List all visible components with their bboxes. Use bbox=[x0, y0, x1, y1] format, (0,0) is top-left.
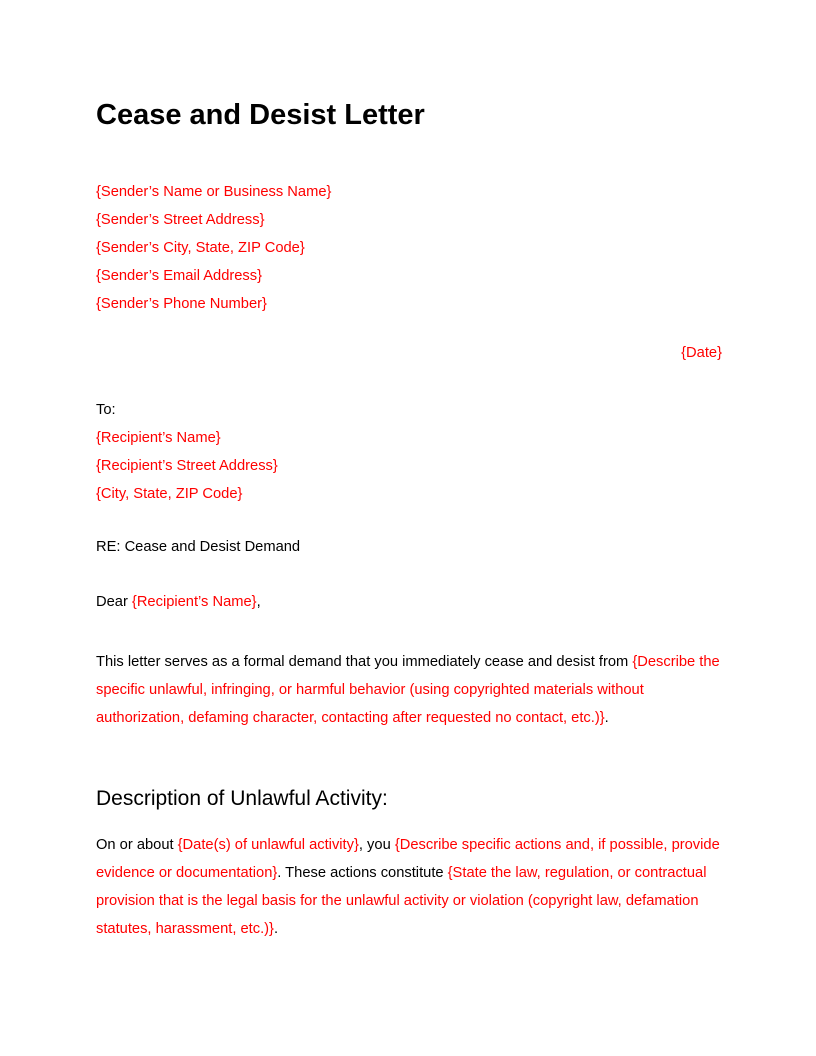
activity-text-3: . These actions constitute bbox=[277, 865, 448, 881]
activity-paragraph-period: . bbox=[273, 921, 279, 937]
sender-city-state-zip-placeholder: {Sender’s City, State, ZIP Code} bbox=[96, 240, 305, 256]
salutation-prefix: Dear bbox=[96, 594, 132, 610]
subject-line: RE: Cease and Desist Demand bbox=[96, 539, 301, 555]
document-title: Cease and Desist Letter bbox=[96, 99, 425, 131]
salutation-suffix: , bbox=[256, 594, 261, 610]
sender-address-block bbox=[96, 178, 722, 318]
behavior-description-placeholder: {Describe the specific unlawful, infringing, or harmful behavior (using copyrighted materials without authorization, defaming character, contacting after requested no contact, etc.)} bbox=[96, 654, 720, 726]
opening-paragraph bbox=[96, 648, 722, 732]
recipient-city-state-zip-placeholder: {City, State, ZIP Code} bbox=[96, 486, 243, 502]
recipient-label: To: bbox=[96, 402, 116, 418]
recipient-address-block bbox=[96, 396, 722, 508]
activity-paragraph bbox=[96, 831, 722, 943]
activity-text-1: On or about bbox=[96, 837, 178, 853]
date-placeholder: {Date} bbox=[681, 345, 722, 361]
salutation-recipient-placeholder: {Recipient’s Name} bbox=[131, 594, 257, 610]
sender-name-placeholder: {Sender’s Name or Business Name} bbox=[96, 184, 332, 200]
sender-street-placeholder: {Sender’s Street Address} bbox=[96, 212, 265, 228]
salutation-line bbox=[96, 588, 722, 616]
activity-text-2: , you bbox=[358, 837, 395, 853]
specific-actions-placeholder: {Describe specific actions and, if possible, provide evidence or documentation} bbox=[96, 837, 720, 881]
section-heading: Description of Unlawful Activity: bbox=[96, 787, 388, 810]
opening-paragraph-period: . bbox=[604, 710, 609, 726]
opening-paragraph-text: This letter serves as a formal demand that you immediately cease and desist from bbox=[96, 654, 633, 670]
recipient-street-placeholder: {Recipient’s Street Address} bbox=[96, 458, 278, 474]
sender-phone-placeholder: {Sender’s Phone Number} bbox=[96, 296, 267, 312]
sender-email-placeholder: {Sender’s Email Address} bbox=[96, 268, 263, 284]
legal-basis-placeholder: {State the law, regulation, or contractual provision that is the legal basis for the unlawful activity or violation (copyright law, defamation statutes, harassment, etc.)} bbox=[96, 865, 707, 937]
activity-date-placeholder: {Date(s) of unlawful activity} bbox=[177, 837, 359, 853]
recipient-name-placeholder: {Recipient’s Name} bbox=[96, 430, 221, 446]
